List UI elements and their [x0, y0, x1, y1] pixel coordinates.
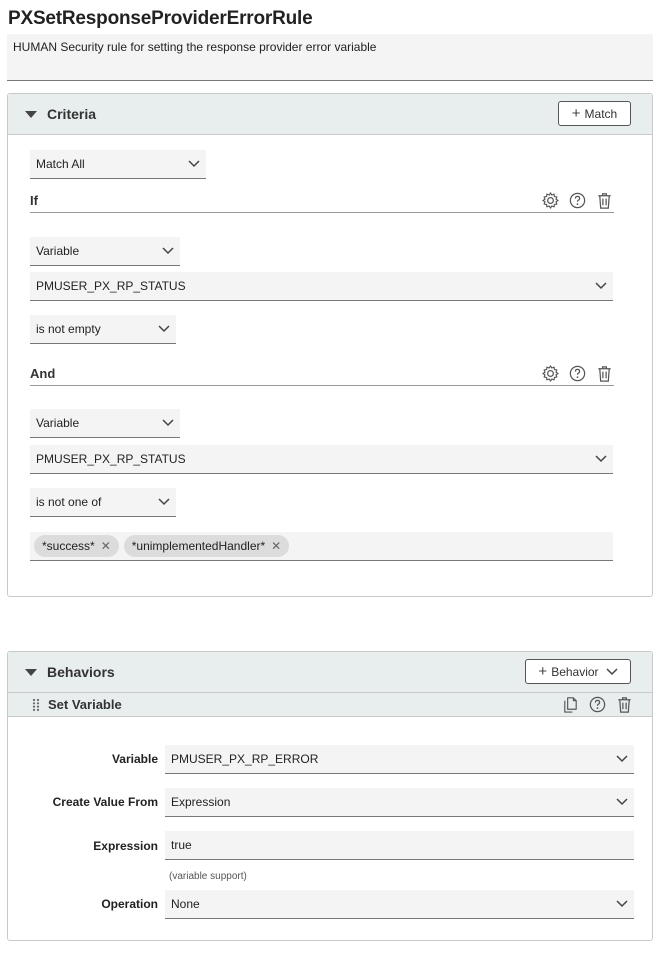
- behavior-variable-select[interactable]: [165, 745, 634, 774]
- trash-icon[interactable]: [615, 695, 634, 714]
- gear-icon[interactable]: [541, 364, 560, 383]
- help-circle-icon[interactable]: [568, 191, 587, 210]
- close-icon[interactable]: ✕: [100, 539, 111, 553]
- value-tag-label: *unimplementedHandler*: [131, 539, 266, 553]
- chevron-down-icon: [188, 160, 200, 168]
- criteria-header[interactable]: [8, 94, 652, 135]
- condition-operator-value: is not empty: [36, 322, 101, 336]
- rule-description-field[interactable]: [7, 34, 653, 81]
- operation-select[interactable]: [165, 890, 634, 919]
- add-match-button[interactable]: [558, 101, 631, 126]
- expression-input[interactable]: [165, 831, 634, 860]
- value-tag: [34, 535, 119, 557]
- condition-header-and: [30, 364, 614, 386]
- field-label-expression: Expression: [93, 839, 158, 853]
- behaviors-header[interactable]: [8, 652, 652, 693]
- condition-label: If: [30, 193, 38, 208]
- criteria-title: Criteria: [47, 106, 97, 122]
- trash-icon[interactable]: [595, 191, 614, 210]
- drag-handle-icon[interactable]: [32, 698, 40, 712]
- field-label-create-value-from: Create Value From: [52, 795, 158, 809]
- chevron-down-icon: [616, 900, 628, 908]
- expression-value: true: [171, 838, 192, 852]
- chevron-down-icon: [158, 325, 170, 333]
- chevron-down-icon: [162, 419, 174, 427]
- condition-label: And: [30, 366, 56, 381]
- field-label-operation: Operation: [101, 897, 158, 911]
- chevron-down-icon: [616, 755, 628, 763]
- trash-icon[interactable]: [595, 364, 614, 383]
- field-label-variable: Variable: [111, 752, 158, 766]
- chevron-down-icon: [595, 282, 607, 290]
- operation-value: None: [171, 897, 200, 911]
- match-mode-select[interactable]: [30, 150, 206, 179]
- behavior-item-title: Set Variable: [48, 697, 122, 712]
- triangle-down-icon[interactable]: [25, 669, 37, 676]
- condition-variable-value: PMUSER_PX_RP_STATUS: [36, 279, 186, 293]
- behaviors-title: Behaviors: [47, 664, 115, 680]
- condition-operator-select[interactable]: [30, 315, 176, 344]
- chevron-down-icon: [162, 247, 174, 255]
- chevron-down-icon: [616, 798, 628, 806]
- add-behavior-button[interactable]: [525, 659, 631, 684]
- rule-title: PXSetResponseProviderErrorRule: [8, 8, 313, 29]
- condition-variable-select[interactable]: [30, 445, 613, 474]
- chevron-down-icon: [606, 668, 618, 676]
- chevron-down-icon: [158, 498, 170, 506]
- rule-description-text: HUMAN Security rule for setting the response provider error variable: [13, 40, 377, 54]
- plus-icon: +: [538, 663, 548, 680]
- help-circle-icon[interactable]: [568, 364, 587, 383]
- value-tag-label: *success*: [42, 539, 95, 553]
- triangle-down-icon[interactable]: [25, 111, 37, 118]
- match-mode-value: Match All: [36, 157, 85, 171]
- expression-hint: (variable support): [169, 871, 247, 882]
- condition-type-select[interactable]: [30, 237, 180, 266]
- condition-type-value: Variable: [36, 416, 80, 430]
- plus-icon: +: [571, 105, 581, 122]
- create-value-from-value: Expression: [171, 795, 231, 809]
- criteria-panel: [7, 93, 653, 597]
- gear-icon[interactable]: [541, 191, 560, 210]
- condition-operator-select[interactable]: [30, 488, 176, 517]
- condition-operator-value: is not one of: [36, 495, 102, 509]
- add-behavior-label: Behavior: [551, 664, 599, 679]
- condition-type-select[interactable]: [30, 409, 180, 438]
- condition-header-if: [30, 191, 614, 213]
- condition-variable-select[interactable]: [30, 272, 613, 301]
- behavior-item-header: [8, 693, 652, 717]
- condition-values-input[interactable]: [30, 532, 613, 561]
- chevron-down-icon: [595, 455, 607, 463]
- copy-icon[interactable]: [561, 695, 580, 714]
- add-match-label: Match: [584, 106, 618, 121]
- condition-type-value: Variable: [36, 244, 80, 258]
- value-tag: [124, 535, 289, 557]
- close-icon[interactable]: ✕: [271, 539, 282, 553]
- condition-variable-value: PMUSER_PX_RP_STATUS: [36, 452, 186, 466]
- behavior-variable-value: PMUSER_PX_RP_ERROR: [171, 752, 319, 766]
- help-circle-icon[interactable]: [588, 695, 607, 714]
- create-value-from-select[interactable]: [165, 788, 634, 817]
- behaviors-panel: [7, 651, 653, 941]
